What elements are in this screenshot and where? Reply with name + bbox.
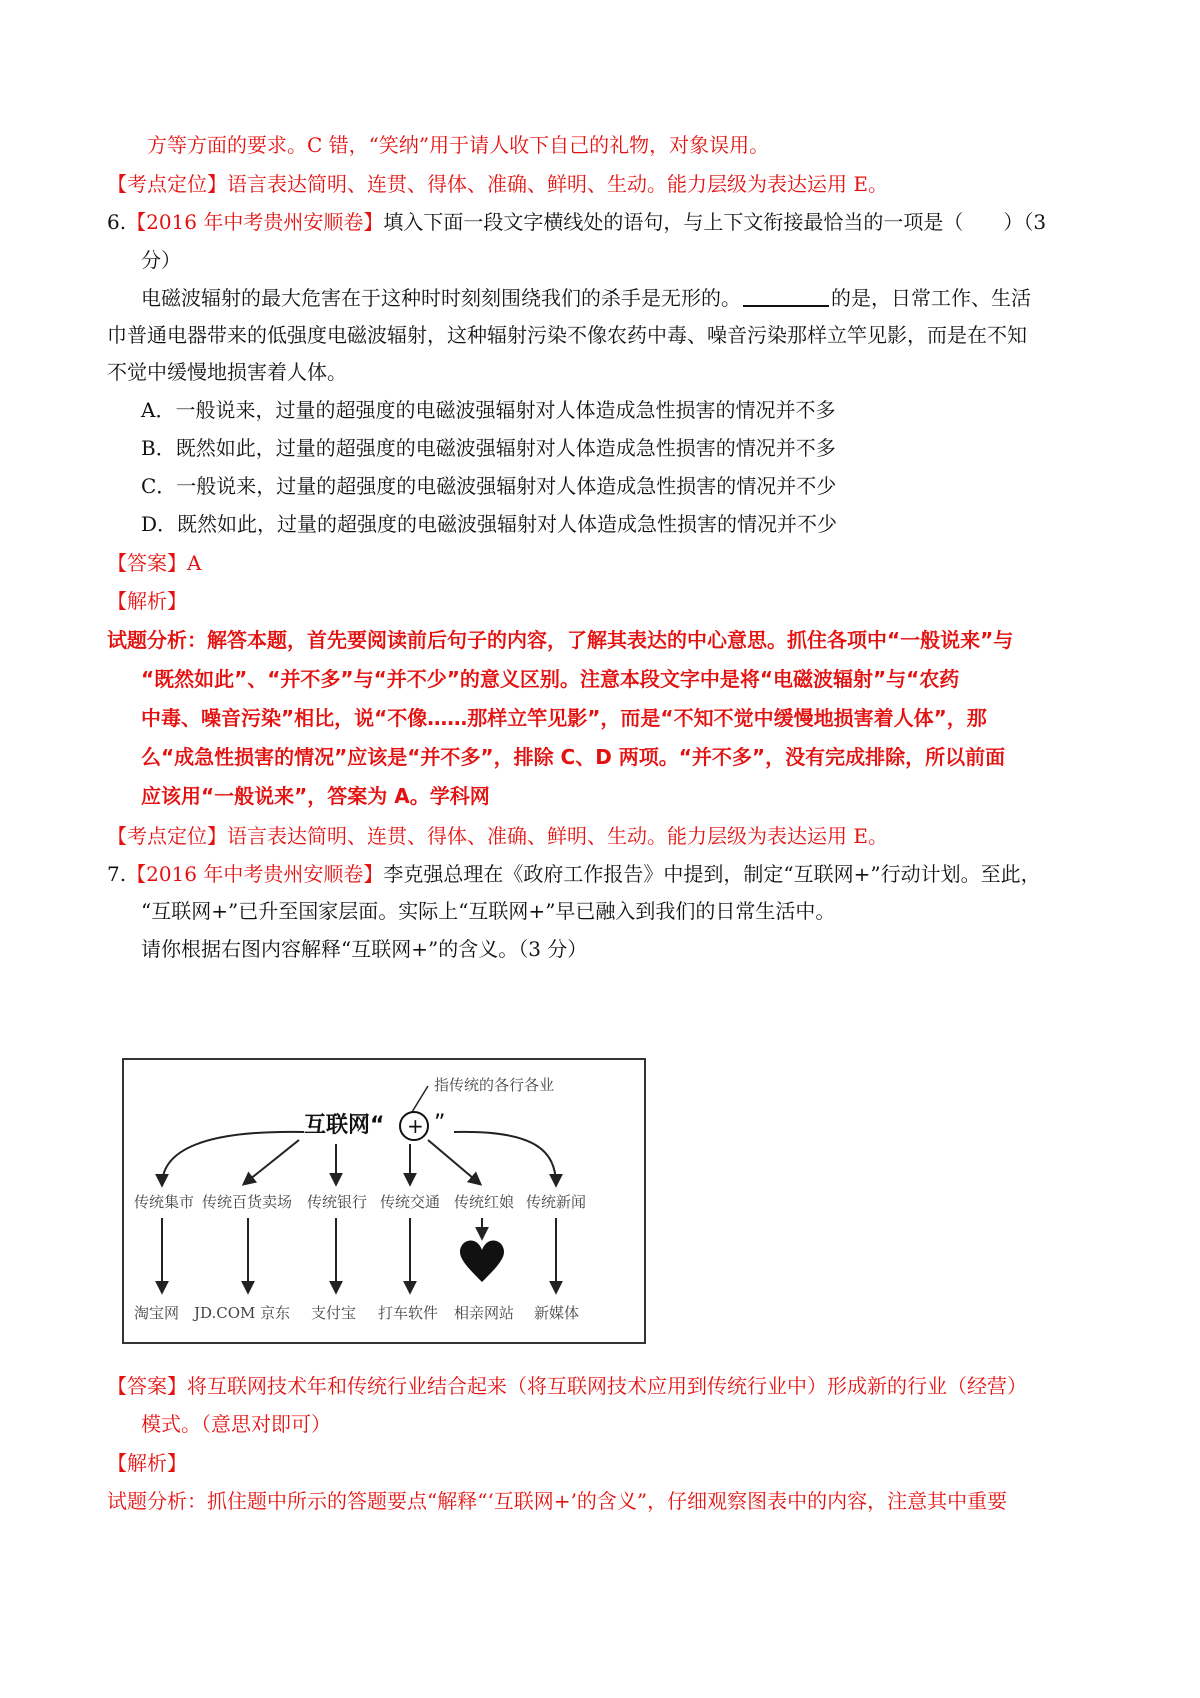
arrow-to-trad-5 (428, 1140, 480, 1184)
net-label-1: 淘宝网 (134, 1304, 180, 1322)
trad-label-1: 传统集市 (134, 1193, 195, 1211)
net-label-4: 打车软件 (378, 1304, 439, 1322)
kaodian-label: 【考点定位】 (107, 824, 227, 848)
close-quote: ” (434, 1111, 446, 1136)
passage-text: 电磁波辐射的最大危害在于这种时时刻刻围绕我们的杀手是无形的。 (141, 286, 741, 310)
q5-explanation-tail: 方等方面的要求。C 错，“笑纳”用于请人收下自己的礼物，对象误用。 (147, 133, 770, 157)
option-b: B．既然如此，过量的超强度的电磁波强辐射对人体造成急性损害的情况并不多 (141, 436, 836, 460)
q6-analysis-line-5: 应该用“一般说来”，答案为 A。学科网 (141, 784, 490, 808)
net-label-2: JD.COM 京东 (194, 1304, 291, 1322)
answer-value: A (187, 551, 202, 575)
q6-jiexi-label: 【解析】 (107, 589, 187, 613)
q7-number: 7. (107, 862, 127, 886)
fill-blank (743, 285, 829, 307)
trad-label-4: 传统交通 (380, 1193, 441, 1211)
option-d: D．既然如此，过量的超强度的电磁波强辐射对人体造成急性损害的情况并不少 (141, 512, 838, 536)
q7-prompt: 李克强总理在《政府工作报告》中提到，制定“互联网+”行动计划。至此， (383, 862, 1041, 886)
q7-prompt-line-2: “互联网+”已升至国家层面。实际上“互联网+”早已融入到我们的日常生活中。 (141, 899, 836, 923)
arrow-to-trad-2 (244, 1140, 299, 1184)
net-label-3: 支付宝 (311, 1304, 357, 1322)
option-c: C．一般说来，过量的超强度的电磁波强辐射对人体造成急性损害的情况并不少 (141, 474, 837, 498)
annotation-text: 指传统的各行各业 (434, 1076, 555, 1094)
q6-passage-line-1 (141, 284, 1031, 312)
q7-jiexi-label: 【解析】 (107, 1451, 187, 1475)
q6-prompt-cont: 分） (141, 248, 181, 272)
center-label: 互联网“ (304, 1113, 385, 1138)
q7-question (107, 860, 1041, 888)
net-label-6: 新媒体 (534, 1304, 580, 1322)
q6-analysis-line-3: 中毒、噪音污染”相比，说“不像……那样立竿见影”，而是“不知不觉中缓慢地损害着人体”，那 (141, 706, 987, 730)
plus-sign: + (407, 1114, 424, 1138)
q6-passage-line-3: 不觉中缓慢地损害着人体。 (107, 360, 347, 384)
q7-analysis-line-1: 试题分析：抓住题中所示的答题要点“解释“‘互联网+’的含义”，仔细观察图表中的内容，注意其中重要 (107, 1489, 1008, 1513)
q6-question (107, 208, 1046, 236)
kaodian-label: 【考点定位】 (107, 172, 227, 196)
heart-icon (460, 1240, 504, 1282)
q6-passage-line-2: 巾普通电器带来的低强度电磁波辐射，这种辐射污染不像农药中毒、噪音污染那样立竿见影，而是在不知 (107, 323, 1027, 347)
trad-label-5: 传统红娘 (454, 1193, 515, 1211)
option-a: A．一般说来，过量的超强度的电磁波强辐射对人体造成急性损害的情况并不多 (141, 398, 836, 422)
q6-prompt: 填入下面一段文字横线处的语句，与上下文衔接最恰当的一项是（ ）（3 (383, 210, 1047, 234)
q6-analysis-line-1: 试题分析：解答本题，首先要阅读前后句子的内容，了解其表达的中心意思。抓住各项中“一般说来”与 (107, 628, 1014, 652)
kaodian-text: 语言表达简明、连贯、得体、准确、鲜明、生动。能力层级为表达运用 E。 (227, 824, 888, 848)
q6-kaodian (107, 822, 888, 850)
q7-prompt-line-3: 请你根据右图内容解释“互联网+”的含义。（3 分） (141, 937, 588, 961)
passage-text: 的是，日常工作、生活 (831, 286, 1031, 310)
q6-number: 6. (107, 210, 127, 234)
q6-source: 【2016 年中考贵州安顺卷】 (126, 210, 384, 234)
trad-label-2: 传统百货卖场 (202, 1193, 293, 1211)
net-label-5: 相亲网站 (454, 1304, 515, 1322)
q7-source: 【2016 年中考贵州安顺卷】 (126, 862, 384, 886)
trad-label-6: 传统新闻 (526, 1193, 587, 1211)
answer-label: 【答案】 (107, 551, 187, 575)
q6-analysis-line-2: “既然如此”、“并不多”与“并不少”的意义区别。注意本段文字中是将“电磁波辐射”与“农药 (141, 667, 960, 691)
q7-answer-line-2: 模式。（意思对即可） (141, 1412, 331, 1436)
arrow-to-trad-1 (162, 1132, 304, 1185)
kaodian-text: 语言表达简明、连贯、得体、准确、鲜明、生动。能力层级为表达运用 E。 (227, 172, 888, 196)
q5-kaodian (107, 170, 888, 198)
internet-plus-diagram (122, 1058, 646, 1344)
trad-label-3: 传统银行 (307, 1193, 368, 1211)
answer-text: 将互联网技术年和传统行业结合起来（将互联网技术应用到传统行业中）形成新的行业（经营） (187, 1374, 1027, 1398)
annotation-pointer (412, 1086, 428, 1112)
q7-answer (107, 1372, 1027, 1400)
arrow-to-trad-6 (454, 1132, 556, 1185)
answer-label: 【答案】 (107, 1374, 187, 1398)
q6-analysis-line-4: 么“成急性损害的情况”应该是“并不多”，排除 C、D 两项。“并不多”，没有完成排除，所以前面 (141, 745, 1006, 769)
q6-answer (107, 549, 201, 577)
